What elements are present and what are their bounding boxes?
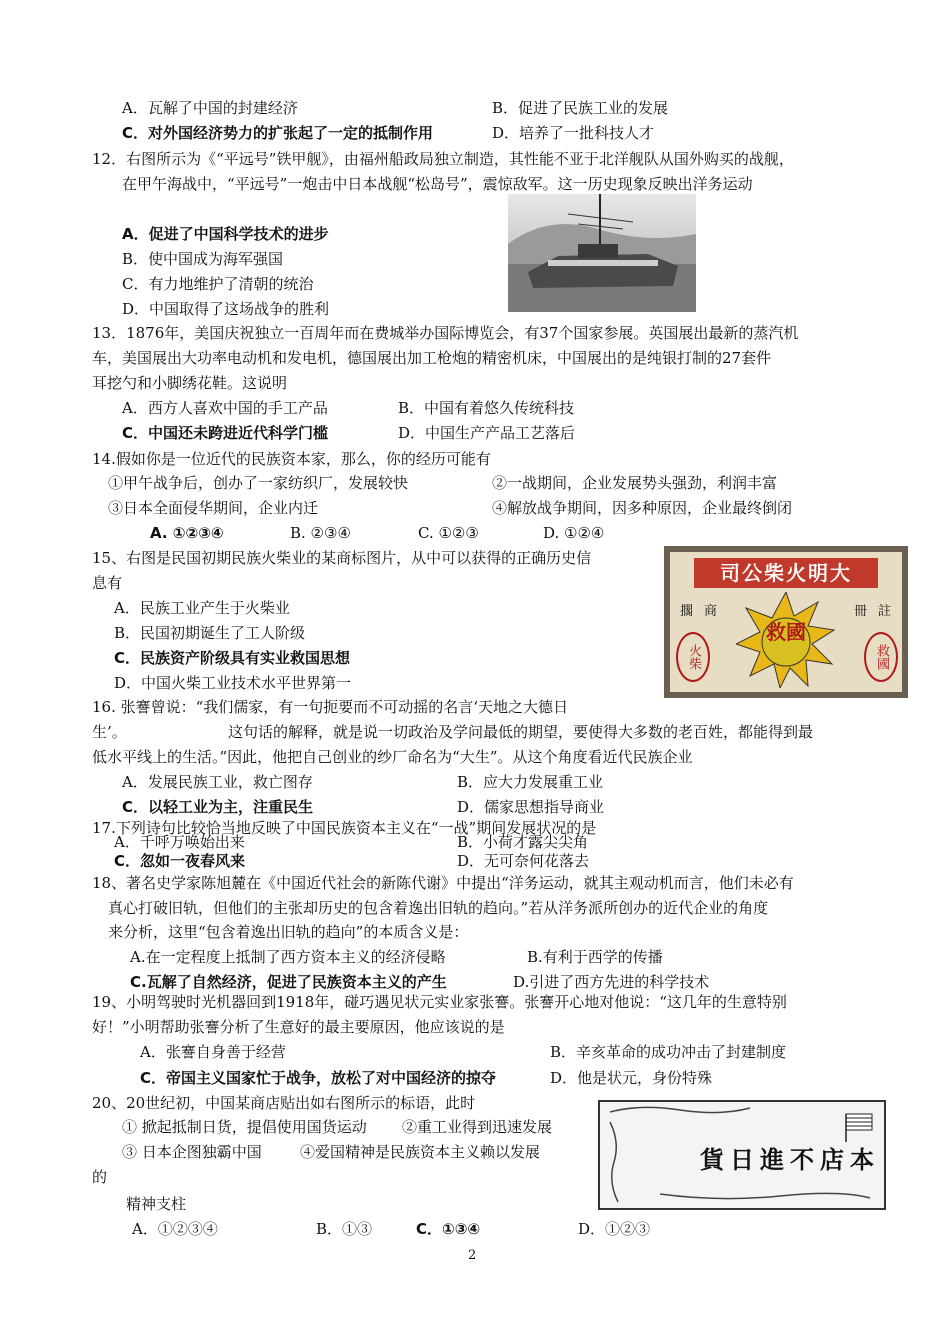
- q20-option-c: C．①③④: [416, 1220, 481, 1238]
- q17-option-a: A．千呼万唤始出来: [114, 833, 245, 851]
- q15-stem-line1: 15、右图是民国初期民族火柴业的某商标图片，从中可以获得的正确历史信: [92, 549, 592, 567]
- q19-option-a: A．张謇自身善于经营: [140, 1043, 286, 1061]
- q16-option-d: D．儒家思想指导商业: [457, 798, 605, 816]
- q13-option-b: B．中国有着悠久传统科技: [398, 399, 575, 417]
- q17-option-b: B．小荷才露尖尖角: [457, 833, 589, 851]
- q16-stem-line1: 16. 张謇曾说：“我们儒家，有一句扼要而不可动摇的名言‘天地之大德日: [92, 698, 569, 716]
- q11-option-b: B．促进了民族工业的发展: [492, 99, 669, 117]
- q18-option-c: C.瓦解了自然经济，促进了民族资本主义的产生: [130, 973, 447, 991]
- q12-stem-line1: 12．右图所示为《“平远号”铁甲舰》，由福州船政局独立制造，其性能不亚于北洋舰队从国外购买的战舰，: [92, 150, 794, 168]
- match-label-center-text: 救國: [766, 620, 806, 644]
- q14-stem: 14.假如你是一位近代的民族资本家，那么，你的经历可能有: [92, 450, 491, 468]
- q18-option-b: B.有利于西学的传播: [527, 948, 663, 966]
- q13-option-d: D．中国生产产品工艺落后: [398, 424, 576, 442]
- q18-option-d: D.引进了西方先进的科学技术: [513, 973, 710, 991]
- q16-stem-line2a: 生’。: [92, 723, 127, 741]
- q18-stem-line2: 真心打破旧轨，但他们的主张却历史的包含着逸出旧轨的趋向。”若从洋务派所创办的近代企业的角度: [108, 899, 769, 917]
- match-label-left2-text: 商: [704, 604, 718, 619]
- q20-option-b: B．①③: [316, 1220, 373, 1238]
- q13-option-c: C．中国还未跨进近代科学门槛: [122, 424, 329, 442]
- match-label-side-left-text: 火柴: [676, 632, 710, 682]
- q16-stem-line3: 低水平线上的生活。”因此，他把自己创业的纱厂命名为“大生”。从这个角度看近代民族企业: [92, 748, 693, 766]
- q17-option-c: C．忽如一夜春风来: [114, 852, 246, 870]
- q19-option-c: C．帝国主义国家忙于战争，放松了对中国经济的掠夺: [140, 1069, 497, 1087]
- shop-sign-image: [598, 1100, 886, 1210]
- q14-option-d: D. ①②④: [543, 524, 605, 542]
- q17-stem: 17.下列诗句比较恰当地反映了中国民族资本主义在“一战”期间发展状况的是: [92, 819, 597, 837]
- shop-sign-text: 本店不進日貨: [700, 1146, 880, 1174]
- q19-option-d: D．他是状元，身份特殊: [550, 1069, 713, 1087]
- q13-stem-line2: 车，美国展出大功率电动机和发电机，德国展出加工枪炮的精密机床，中国展出的是纯银打制的27套件: [92, 349, 772, 367]
- q14-statement-4: ④解放战争期间，因多种原因，企业最终倒闭: [492, 499, 793, 517]
- match-label-side-right-text: 救國: [864, 632, 898, 682]
- ironclad-ship-photo: [508, 194, 696, 312]
- q16-option-a: A．发展民族工业，救亡图存: [122, 773, 313, 791]
- q11-option-d: D．培养了一批科技人才: [492, 124, 655, 142]
- q20-statement-4-cont: 的: [92, 1168, 108, 1186]
- q20-option-d: D．①②③: [578, 1220, 651, 1238]
- q12-option-d: D．中国取得了这场战争的胜利: [122, 300, 330, 318]
- q16-option-b: B．应大力发展重工业: [457, 773, 604, 791]
- page-number: 2: [468, 1248, 477, 1263]
- q20-statement-3: ③ 日本企图独霸中国: [122, 1143, 262, 1161]
- match-trademark-image: [664, 546, 908, 698]
- q12-stem-line2: 在甲午海战中，“平远号”一炮击中日本战舰“松岛号”，震惊敌军。这一历史现象反映出洋务运动: [122, 175, 753, 193]
- q15-option-d: D．中国火柴工业技术水平世界第一: [114, 674, 352, 692]
- q15-stem-line2: 息有: [92, 574, 123, 592]
- q16-stem-line2b: 这句话的解释，就是说一切政治及学问最低的期望，要使得大多数的老百姓，都能得到最: [228, 723, 814, 741]
- q20-statement-2: ②重工业得到迅速发展: [402, 1118, 553, 1136]
- q11-option-c: C．对外国经济势力的扩张起了一定的抵制作用: [122, 124, 434, 142]
- q18-stem-line3: 来分析，这里“包含着逸出旧轨的趋向”的本质含义是：: [108, 923, 469, 941]
- q19-option-b: B．辛亥革命的成功冲击了封建制度: [550, 1043, 787, 1061]
- q20-statement-5: 精神支柱: [126, 1195, 187, 1213]
- q15-option-b: B．民国初期诞生了工人阶级: [114, 624, 306, 642]
- q18-option-a: A.在一定程度上抵制了西方资本主义的经济侵略: [130, 948, 446, 966]
- match-label-top-text: 司公柴火明大: [694, 558, 878, 588]
- q14-statement-2: ②一战期间，企业发展势头强劲，利润丰富: [492, 474, 778, 492]
- q12-option-b: B．使中国成为海军强国: [122, 250, 284, 268]
- match-label-right2-text: 註: [878, 604, 892, 619]
- q13-option-a: A．西方人喜欢中国的手工产品: [122, 399, 328, 417]
- q12-option-a: A．促进了中国科学技术的进步: [122, 225, 329, 243]
- q20-statement-1: ① 掀起抵制日货，提倡使用国货运动: [122, 1118, 367, 1136]
- q14-option-b: B. ②③④: [290, 524, 351, 542]
- q15-option-a: A．民族工业产生于火柴业: [114, 599, 290, 617]
- q13-stem-line1: 13．1876年，美国庆祝独立一百周年而在费城举办国际博览会，有37个国家参展。英国展出最新的蒸汽机: [92, 324, 799, 342]
- q19-stem-line2: 好！”小明帮助张謇分析了生意好的最主要原因，他应该说的是: [92, 1018, 505, 1036]
- q14-statement-3: ③日本全面侵华期间，企业内迁: [108, 499, 319, 517]
- q17-option-d: D．无可奈何花落去: [457, 852, 590, 870]
- match-label-right-text: 冊: [854, 604, 868, 619]
- q13-stem-line3: 耳挖勺和小脚绣花鞋。这说明: [92, 374, 288, 392]
- q15-option-c: C．民族资产阶级具有实业救国思想: [114, 649, 351, 667]
- q11-option-a: A．瓦解了中国的封建经济: [122, 99, 298, 117]
- q16-option-c: C．以轻工业为主，注重民生: [122, 798, 314, 816]
- q20-statement-4: ④爱国精神是民族资本主义赖以发展: [300, 1143, 541, 1161]
- q20-option-a: A．①②③④: [132, 1220, 218, 1238]
- q14-option-a: A. ①②③④: [150, 524, 224, 542]
- q18-stem-line1: 18、著名史学家陈旭麓在《中国近代社会的新陈代谢》中提出“洋务运动，就其主观动机而言，他们未必有: [92, 874, 794, 892]
- q19-stem-line1: 19、小明驾驶时光机器回到1918年，碰巧遇见状元实业家张謇。张謇开心地对他说：“这几年的生意特别: [92, 993, 787, 1011]
- match-label-left-text: 擱: [680, 604, 694, 619]
- q12-option-c: C．有力地维护了清朝的统治: [122, 275, 314, 293]
- q14-statement-1: ①甲午战争后，创办了一家纺织厂，发展较快: [108, 474, 409, 492]
- q20-stem: 20、20世纪初，中国某商店贴出如右图所示的标语，此时: [92, 1094, 476, 1112]
- q14-option-c: C. ①②③: [418, 524, 479, 542]
